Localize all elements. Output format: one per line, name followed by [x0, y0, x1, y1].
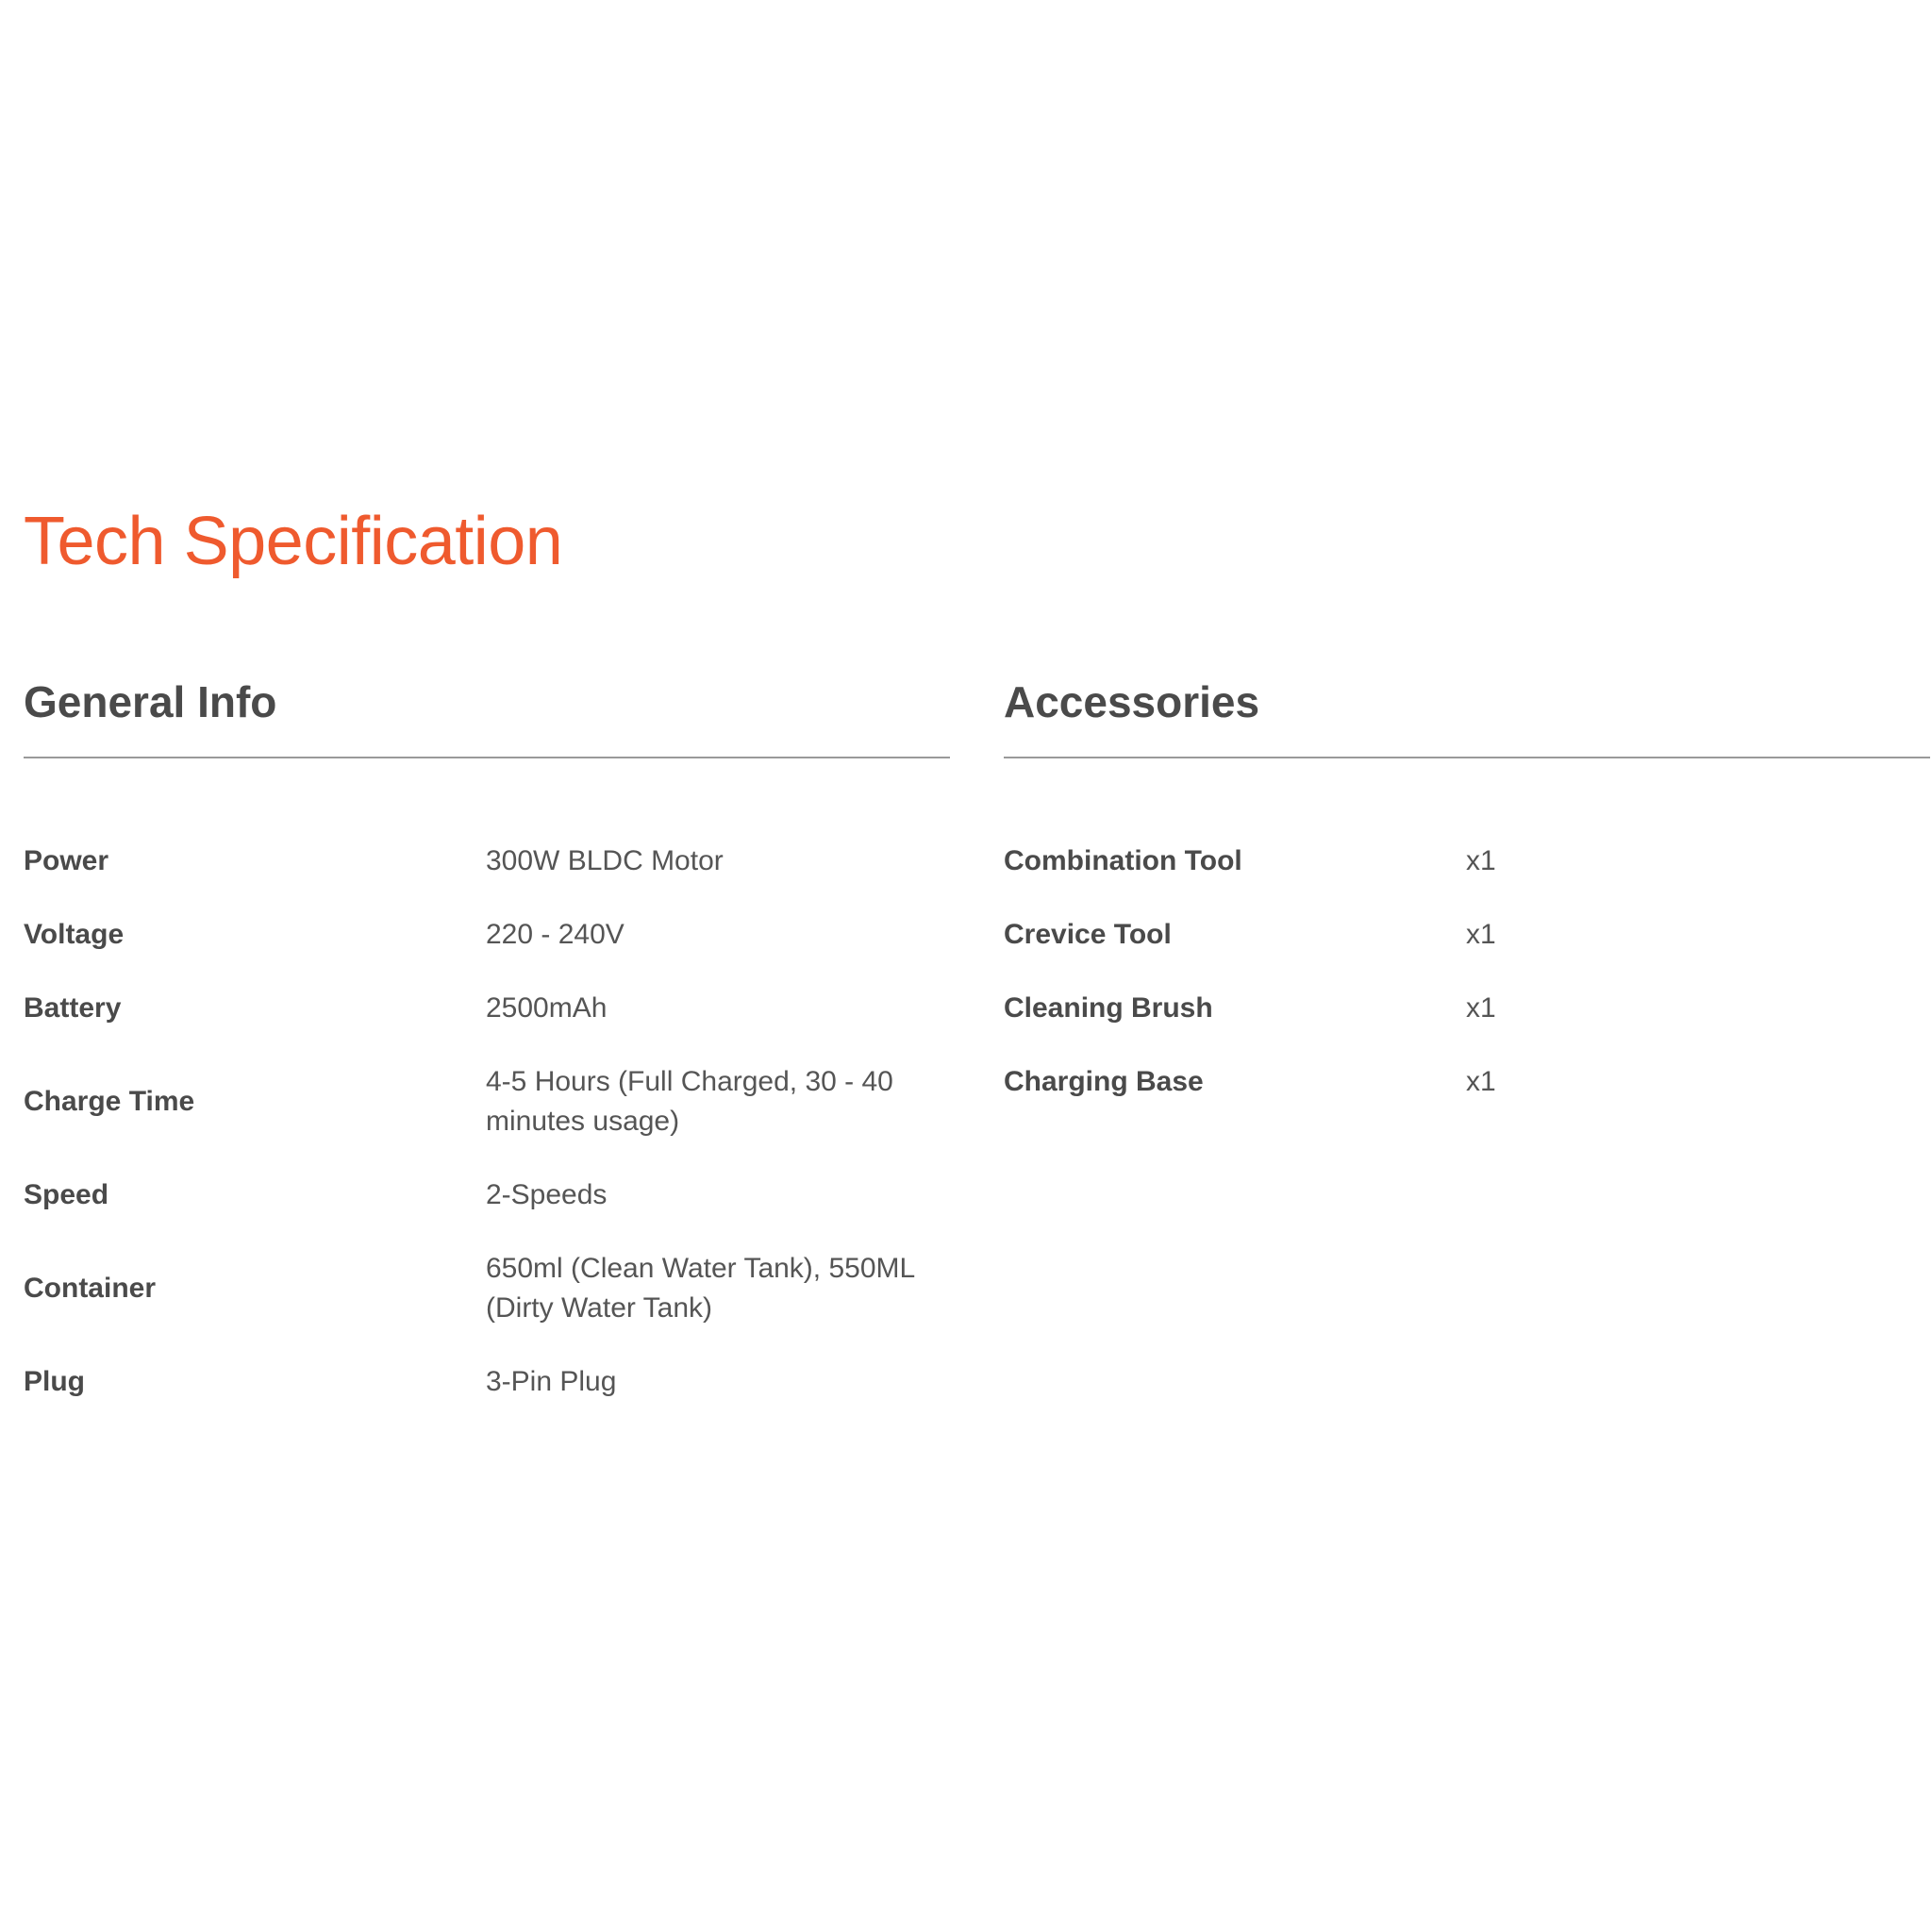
spec-row-container — [24, 1232, 950, 1345]
accessory-label: Charging Base — [1004, 1066, 1204, 1097]
general-info-section — [24, 677, 950, 1419]
general-info-list — [24, 824, 950, 1419]
accessories-divider — [1004, 757, 1930, 758]
spec-row-voltage — [24, 898, 950, 972]
accessories-heading: Accessories — [1004, 677, 1260, 726]
spec-value: 650ml (Clean Water Tank), 550ML (Dirty Water Tank) — [486, 1253, 915, 1324]
accessory-row-cleaning-brush — [1004, 972, 1930, 1045]
spec-label: Container — [24, 1273, 157, 1304]
accessory-quantity: x1 — [1466, 992, 1496, 1024]
accessory-row-charging-base — [1004, 1045, 1930, 1119]
spec-row-plug — [24, 1345, 950, 1419]
spec-label: Battery — [24, 992, 122, 1024]
accessories-section — [1004, 677, 1930, 1119]
spec-label: Speed — [24, 1179, 109, 1210]
accessory-row-crevice-tool — [1004, 898, 1930, 972]
spec-label: Power — [24, 845, 109, 876]
spec-value: 4-5 Hours (Full Charged, 30 - 40 minutes usage) — [486, 1066, 893, 1137]
accessory-row-combination-tool — [1004, 824, 1930, 898]
spec-label: Voltage — [24, 919, 125, 950]
spec-value: 300W BLDC Motor — [486, 845, 724, 876]
spec-row-battery — [24, 972, 950, 1045]
spec-row-speed — [24, 1158, 950, 1232]
general-info-heading: General Info — [24, 677, 277, 726]
accessory-quantity: x1 — [1466, 919, 1496, 950]
accessories-list — [1004, 824, 1930, 1119]
spec-label: Plug — [24, 1366, 85, 1397]
accessory-label: Combination Tool — [1004, 845, 1242, 876]
accessory-quantity: x1 — [1466, 1066, 1496, 1097]
general-info-divider — [24, 757, 950, 758]
spec-value: 220 - 240V — [486, 919, 625, 950]
spec-value: 2500mAh — [486, 992, 608, 1024]
accessory-label: Crevice Tool — [1004, 919, 1172, 950]
spec-value: 3-Pin Plug — [486, 1366, 617, 1397]
page-title: Tech Specification — [24, 504, 563, 579]
accessory-quantity: x1 — [1466, 845, 1496, 876]
spec-value: 2-Speeds — [486, 1179, 608, 1210]
spec-row-charge-time — [24, 1045, 950, 1158]
spec-row-power — [24, 824, 950, 898]
accessory-label: Cleaning Brush — [1004, 992, 1213, 1024]
spec-label: Charge Time — [24, 1086, 195, 1117]
